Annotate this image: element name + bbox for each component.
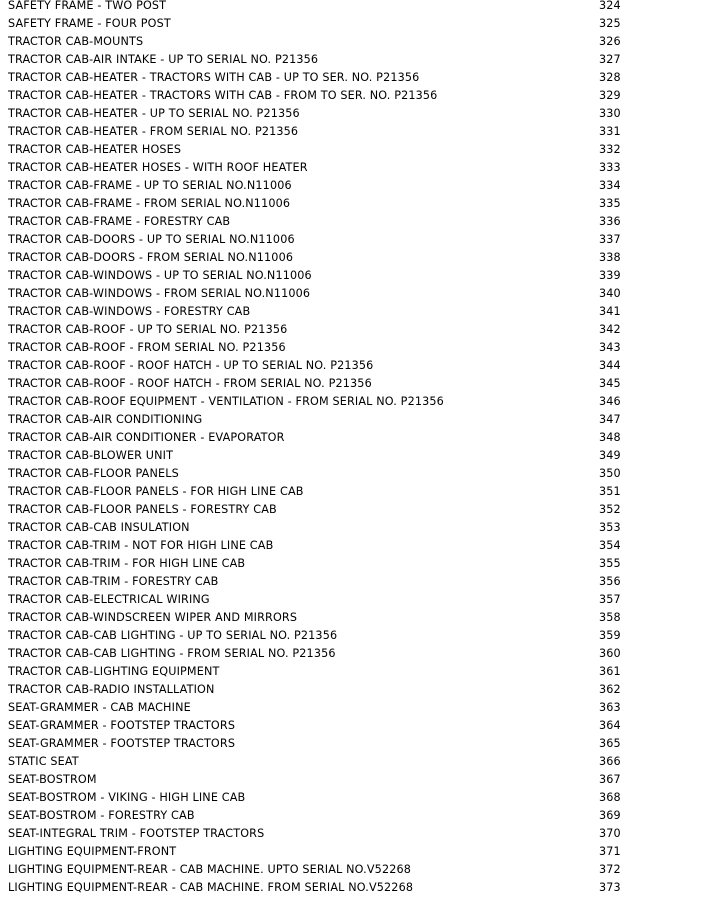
index-entry-row[interactable] <box>0 465 721 483</box>
index-entry-row[interactable] <box>0 447 721 465</box>
index-entry-page-number: 345 <box>599 377 621 390</box>
index-entry-page-number: 338 <box>599 251 621 264</box>
index-entry-page-number: 335 <box>599 197 621 210</box>
index-entry-page-number: 360 <box>599 647 621 660</box>
index-entry-page-number: 358 <box>599 611 621 624</box>
index-entry-row[interactable] <box>0 87 721 105</box>
index-entry-row[interactable] <box>0 591 721 609</box>
index-entry-page-number: 348 <box>599 431 621 444</box>
index-entry-title[interactable]: SEAT-GRAMMER - CAB MACHINE <box>8 701 191 714</box>
index-entry-page-number: 351 <box>599 485 621 498</box>
index-entry-page-number: 344 <box>599 359 621 372</box>
index-entry-title[interactable]: TRACTOR CAB-FLOOR PANELS <box>8 467 179 480</box>
index-entry-page-number: 347 <box>599 413 621 426</box>
index-entry-page-number: 350 <box>599 467 621 480</box>
index-entry-row[interactable] <box>0 861 721 879</box>
index-entry-title[interactable]: TRACTOR CAB-MOUNTS <box>8 35 144 48</box>
index-entry-row[interactable] <box>0 51 721 69</box>
index-entry-row[interactable] <box>0 537 721 555</box>
index-entry-page-number: 342 <box>599 323 621 336</box>
index-entry-row[interactable] <box>0 753 721 771</box>
index-entry-row[interactable] <box>0 69 721 87</box>
index-entry-title[interactable]: TRACTOR CAB-FRAME - FROM SERIAL NO.N11006 <box>8 197 291 210</box>
index-entry-row[interactable] <box>0 231 721 249</box>
index-entry-page-number: 367 <box>599 773 621 786</box>
index-entry-row[interactable] <box>0 411 721 429</box>
index-entry-row[interactable] <box>0 321 721 339</box>
index-entry-page-number: 329 <box>599 89 621 102</box>
index-entry-title[interactable]: TRACTOR CAB-WINDOWS - FORESTRY CAB <box>8 305 251 318</box>
index-entry-row[interactable] <box>0 843 721 861</box>
index-entry-title[interactable]: TRACTOR CAB-TRIM - FORESTRY CAB <box>8 575 219 588</box>
index-entry-title[interactable]: TRACTOR CAB-HEATER - TRACTORS WITH CAB - UP TO SER. NO. P21356 <box>8 71 420 84</box>
index-entry-title[interactable]: SAFETY FRAME - TWO POST <box>8 0 167 12</box>
index-entry-row[interactable] <box>0 213 721 231</box>
index-entry-row[interactable] <box>0 267 721 285</box>
index-entry-row[interactable] <box>0 177 721 195</box>
index-entry-title[interactable]: TRACTOR CAB-AIR CONDITIONING <box>8 413 203 426</box>
index-entry-row[interactable] <box>0 699 721 717</box>
index-entry-row[interactable] <box>0 681 721 699</box>
index-entry-row[interactable] <box>0 357 721 375</box>
index-entry-row[interactable] <box>0 555 721 573</box>
index-entry-page-number: 369 <box>599 809 621 822</box>
index-entry-page-number: 333 <box>599 161 621 174</box>
index-entry-page-number: 334 <box>599 179 621 192</box>
index-entry-page-number: 373 <box>599 881 621 894</box>
index-entry-title[interactable]: STATIC SEAT <box>8 755 79 768</box>
index-entry-row[interactable] <box>0 483 721 501</box>
index-entry-title[interactable]: TRACTOR CAB-HEATER HOSES <box>8 143 182 156</box>
index-entry-row[interactable] <box>0 627 721 645</box>
index-entry-row[interactable] <box>0 375 721 393</box>
index-entry-title[interactable]: TRACTOR CAB-FRAME - FORESTRY CAB <box>8 215 231 228</box>
index-entry-row[interactable] <box>0 159 721 177</box>
index-entry-row[interactable] <box>0 609 721 627</box>
index-entry-page-number: 354 <box>599 539 621 552</box>
index-entry-page-number: 343 <box>599 341 621 354</box>
index-entry-page-number: 372 <box>599 863 621 876</box>
index-entry-row[interactable] <box>0 807 721 825</box>
index-entry-page-number: 361 <box>599 665 621 678</box>
index-entry-title[interactable]: SEAT-INTEGRAL TRIM - FOOTSTEP TRACTORS <box>8 827 265 840</box>
index-entry-row[interactable] <box>0 519 721 537</box>
index-entry-page-number: 355 <box>599 557 621 570</box>
index-entry-title[interactable]: TRACTOR CAB-FLOOR PANELS - FOR HIGH LINE CAB <box>8 485 304 498</box>
index-entry-title[interactable]: TRACTOR CAB-ROOF - ROOF HATCH - FROM SERIAL NO. P21356 <box>8 377 372 390</box>
index-entry-title[interactable]: SEAT-GRAMMER - FOOTSTEP TRACTORS <box>8 737 236 750</box>
index-entry-row[interactable] <box>0 429 721 447</box>
index-entry-page-number: 337 <box>599 233 621 246</box>
index-entry-title[interactable]: TRACTOR CAB-CAB LIGHTING - UP TO SERIAL NO. P21356 <box>8 629 338 642</box>
index-entry-page-number: 357 <box>599 593 621 606</box>
index-entry-page-number: 362 <box>599 683 621 696</box>
index-entry-page-number: 353 <box>599 521 621 534</box>
index-entry-page-number: 325 <box>599 17 621 30</box>
index-entry-title[interactable]: TRACTOR CAB-ROOF - ROOF HATCH - UP TO SERIAL NO. P21356 <box>8 359 374 372</box>
index-entry-page-number: 331 <box>599 125 621 138</box>
index-entry-page-number: 349 <box>599 449 621 462</box>
index-entry-row[interactable] <box>0 33 721 51</box>
index-entry-title[interactable]: TRACTOR CAB-LIGHTING EQUIPMENT <box>8 665 220 678</box>
index-entry-row[interactable] <box>0 825 721 843</box>
index-entry-row[interactable] <box>0 717 721 735</box>
index-entry-title[interactable]: TRACTOR CAB-BLOWER UNIT <box>8 449 174 462</box>
index-entry-page-number: 330 <box>599 107 621 120</box>
index-entry-title[interactable]: TRACTOR CAB-AIR CONDITIONER - EVAPORATOR <box>8 431 285 444</box>
index-entry-page-number: 346 <box>599 395 621 408</box>
index-entry-row[interactable] <box>0 249 721 267</box>
index-entry-row[interactable] <box>0 105 721 123</box>
index-entry-title[interactable]: TRACTOR CAB-HEATER - TRACTORS WITH CAB - FROM TO SER. NO. P21356 <box>8 89 438 102</box>
index-entry-row[interactable] <box>0 15 721 33</box>
index-entry-title[interactable]: TRACTOR CAB-AIR INTAKE - UP TO SERIAL NO. P21356 <box>8 53 319 66</box>
index-entry-title[interactable]: SEAT-BOSTROM - FORESTRY CAB <box>8 809 195 822</box>
index-entry-page-number: 341 <box>599 305 621 318</box>
index-entry-title[interactable]: TRACTOR CAB-HEATER HOSES - WITH ROOF HEATER <box>8 161 308 174</box>
index-entry-row[interactable] <box>0 339 721 357</box>
index-entry-title[interactable]: TRACTOR CAB-TRIM - FOR HIGH LINE CAB <box>8 557 246 570</box>
index-entry-row[interactable] <box>0 141 721 159</box>
index-entry-row[interactable] <box>0 303 721 321</box>
index-entry-row[interactable] <box>0 735 721 753</box>
index-entry-title[interactable]: TRACTOR CAB-WINDOWS - FROM SERIAL NO.N11006 <box>8 287 311 300</box>
index-entry-page-number: 356 <box>599 575 621 588</box>
index-entry-title[interactable]: SEAT-BOSTROM <box>8 773 97 786</box>
index-entry-title[interactable]: TRACTOR CAB-FLOOR PANELS - FORESTRY CAB <box>8 503 277 516</box>
index-entry-title[interactable]: TRACTOR CAB-CAB INSULATION <box>8 521 190 534</box>
index-entry-page-number: 340 <box>599 287 621 300</box>
index-entry-title[interactable]: SEAT-BOSTROM - VIKING - HIGH LINE CAB <box>8 791 246 804</box>
index-entry-title[interactable]: TRACTOR CAB-ROOF EQUIPMENT - VENTILATION - FROM SERIAL NO. P21356 <box>8 395 444 408</box>
index-entry-row[interactable] <box>0 879 721 897</box>
index-entry-title[interactable]: TRACTOR CAB-WINDSCREEN WIPER AND MIRRORS <box>8 611 298 624</box>
index-entry-page-number: 365 <box>599 737 621 750</box>
index-entry-row[interactable] <box>0 573 721 591</box>
index-entry-row[interactable] <box>0 501 721 519</box>
index-entry-page-number: 332 <box>599 143 621 156</box>
index-entry-page-number: 366 <box>599 755 621 768</box>
index-entry-title[interactable]: LIGHTING EQUIPMENT-FRONT <box>8 845 177 858</box>
index-entry-title[interactable]: TRACTOR CAB-TRIM - NOT FOR HIGH LINE CAB <box>8 539 274 552</box>
index-entry-title[interactable]: TRACTOR CAB-HEATER - FROM SERIAL NO. P21356 <box>8 125 299 138</box>
index-entry-row[interactable] <box>0 0 721 15</box>
index-entry-title[interactable]: SEAT-GRAMMER - FOOTSTEP TRACTORS <box>8 719 236 732</box>
index-entry-page-number: 324 <box>599 0 621 12</box>
index-entry-title[interactable]: TRACTOR CAB-HEATER - UP TO SERIAL NO. P21356 <box>8 107 300 120</box>
index-entry-row[interactable] <box>0 195 721 213</box>
index-entry-row[interactable] <box>0 663 721 681</box>
index-entry-title[interactable]: TRACTOR CAB-DOORS - UP TO SERIAL NO.N11006 <box>8 233 295 246</box>
index-entry-page-number: 339 <box>599 269 621 282</box>
index-entry-page-number: 363 <box>599 701 621 714</box>
index-entry-row[interactable] <box>0 123 721 141</box>
index-entry-row[interactable] <box>0 789 721 807</box>
index-entry-row[interactable] <box>0 393 721 411</box>
index-entry-title[interactable]: TRACTOR CAB-ROOF - FROM SERIAL NO. P21356 <box>8 341 286 354</box>
index-entry-page-number: 359 <box>599 629 621 642</box>
index-entry-row[interactable] <box>0 771 721 789</box>
index-entry-page-number: 352 <box>599 503 621 516</box>
index-entry-title[interactable]: TRACTOR CAB-DOORS - FROM SERIAL NO.N11006 <box>8 251 294 264</box>
index-entry-title[interactable]: TRACTOR CAB-RADIO INSTALLATION <box>8 683 215 696</box>
index-entry-title[interactable]: LIGHTING EQUIPMENT-REAR - CAB MACHINE. UPTO SERIAL NO.V52268 <box>8 863 412 876</box>
index-entry-title[interactable]: LIGHTING EQUIPMENT-REAR - CAB MACHINE. FROM SERIAL NO.V52268 <box>8 881 414 894</box>
index-entry-page-number: 364 <box>599 719 621 732</box>
index-entry-title[interactable]: TRACTOR CAB-ELECTRICAL WIRING <box>8 593 210 606</box>
index-entry-title[interactable]: SAFETY FRAME - FOUR POST <box>8 17 171 30</box>
index-entry-row[interactable] <box>0 645 721 663</box>
index-entry-page-number: 328 <box>599 71 621 84</box>
index-entry-title[interactable]: TRACTOR CAB-FRAME - UP TO SERIAL NO.N11006 <box>8 179 292 192</box>
index-entry-page-number: 336 <box>599 215 621 228</box>
index-entry-page-number: 370 <box>599 827 621 840</box>
index-entry-page-number: 327 <box>599 53 621 66</box>
index-entry-title[interactable]: TRACTOR CAB-WINDOWS - UP TO SERIAL NO.N11006 <box>8 269 312 282</box>
index-entry-title[interactable]: TRACTOR CAB-CAB LIGHTING - FROM SERIAL NO. P21356 <box>8 647 336 660</box>
index-entry-page-number: 368 <box>599 791 621 804</box>
index-entry-page-number: 326 <box>599 35 621 48</box>
index-entry-row[interactable] <box>0 285 721 303</box>
index-entry-title[interactable]: TRACTOR CAB-ROOF - UP TO SERIAL NO. P21356 <box>8 323 288 336</box>
index-entry-page-number: 371 <box>599 845 621 858</box>
